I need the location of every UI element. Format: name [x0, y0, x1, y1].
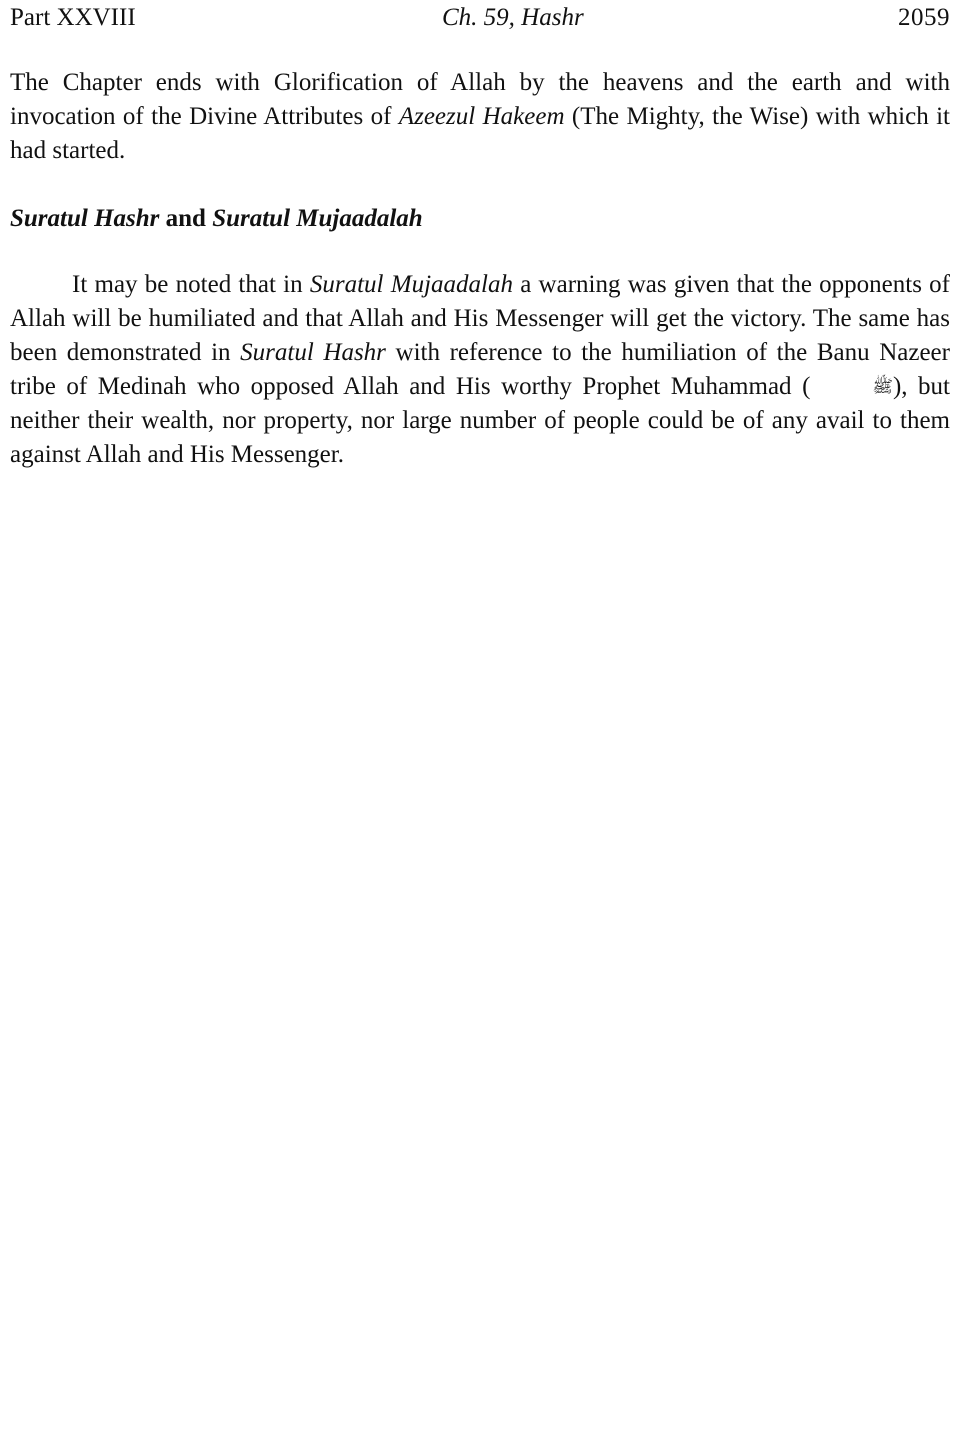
part-label: Part XXVIII — [10, 4, 136, 31]
heading-conjunction: and — [159, 205, 213, 232]
chapter-label: Ch. 59, Hashr — [441, 4, 584, 31]
closing-paragraph-text-1: The Chapter ends with Glorification of Allah by the heavens and the earth and with invocation of the Divine Attributes of — [10, 69, 950, 130]
comparison-text-1: It may be noted that in — [72, 271, 310, 298]
section-heading — [10, 202, 950, 236]
closing-paragraph — [10, 66, 950, 168]
comparison-text-4: ), but neither their wealth, nor property, nor large number of people could be of any avail to them against Allah and His Messenger. — [10, 373, 951, 468]
comparison-paragraph — [10, 268, 950, 472]
surah-mujaadalah-ref: Suratul Mujaadalah — [309, 271, 513, 298]
comparison-text-2: a warning was given that the opponents of Allah will be humiliated and that Allah and His Messenger will get the victory. The same has been demonstrated in — [10, 271, 951, 366]
comparison-text-3: with reference to the humiliation of the Banu Nazeer tribe of Medinah who opposed Allah and His worthy Prophet Muhammad ( — [10, 339, 950, 400]
heading-surah-mujaadalah: Suratul Mujaadalah — [212, 205, 423, 232]
surah-hashr-ref: Suratul Hashr — [240, 339, 386, 366]
heading-surah-hashr: Suratul Hashr — [10, 205, 160, 232]
divine-attributes-term: Azeezul Hakeem — [398, 103, 565, 130]
page-number: 2059 — [897, 4, 950, 31]
honorific-glyph: ﷺ — [872, 377, 893, 396]
closing-paragraph-text-2: (The Mighty, the Wise) with which it had started. — [10, 103, 951, 164]
running-header — [10, 0, 950, 40]
